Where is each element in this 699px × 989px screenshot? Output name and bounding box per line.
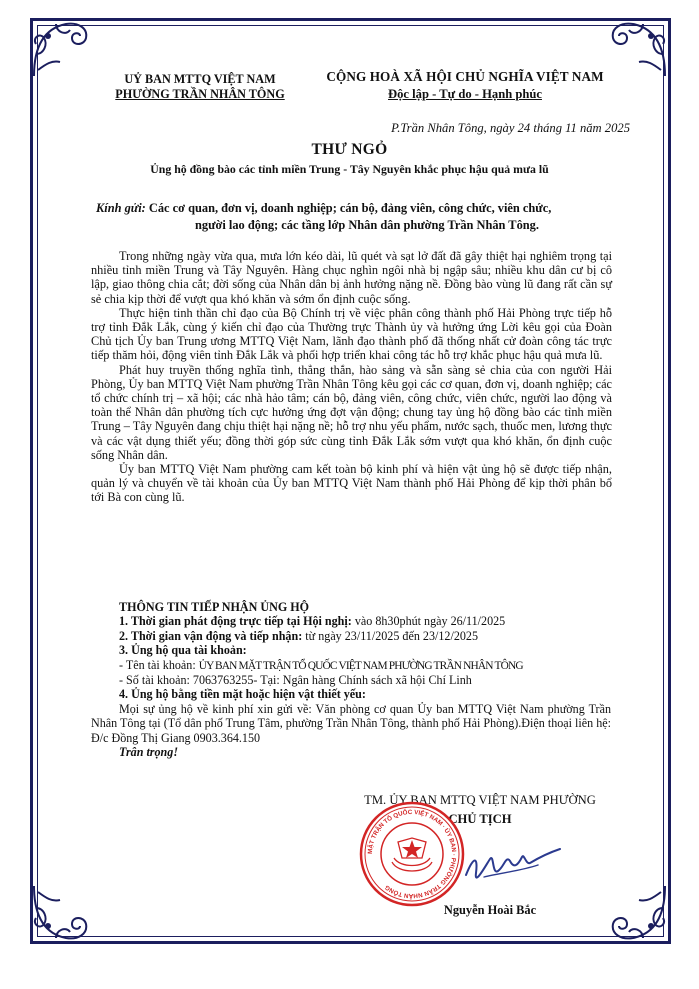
recipient-line-1: Các cơ quan, đơn vị, doanh nghiệp; cán bộ, đảng viên, công chức, viên chức, (148, 201, 552, 215)
account-number: 7063763255- Tại: Ngân hàng Chính sách xã hội Chí Linh (192, 673, 472, 688)
document-subtitle: Ủng hộ đồng bào các tỉnh miền Trung - Tây Nguyên khắc phục hậu quả mưa lũ (150, 162, 549, 176)
info-heading: THÔNG TIN TIẾP NHẬN ỦNG HỘ (119, 600, 310, 614)
info-item-1 (91, 614, 631, 628)
info-item-1-value: vào 8h30phút ngày 26/11/2025 (354, 614, 506, 629)
info-item-1-label: 1. Thời gian phát động trực tiếp tại Hội nghị: (119, 614, 352, 629)
closing-remark: Trân trọng! (119, 745, 179, 760)
org-line-1: UỶ BAN MTTQ VIỆT NAM (124, 72, 276, 86)
motto: Độc lập - Tự do - Hạnh phúc (388, 87, 542, 101)
info-item-2-label: 2. Thời gian vận động và tiếp nhận: (119, 628, 303, 643)
corner-ornament-icon (26, 878, 96, 948)
corner-ornament-icon (26, 14, 96, 84)
signer-name: Nguyễn Hoài Bắc (443, 903, 537, 917)
corner-ornament-icon (603, 878, 673, 948)
account-number-row (91, 673, 631, 687)
recipient-block (96, 200, 636, 234)
info-item-2-value: từ ngày 23/11/2025 đến 23/12/2025 (305, 628, 479, 643)
account-number-label: - Số tài khoản: (119, 673, 190, 688)
info-item-2 (91, 629, 631, 643)
official-seal-icon (358, 800, 466, 908)
recipient-label: Kính gửi: (96, 201, 146, 215)
info-item-3-label: 3. Ủng hộ qua tài khoản: (119, 643, 247, 658)
document-date: P.Trần Nhân Tông, ngày 24 tháng 11 năm 2025 (391, 121, 630, 135)
letter-body (91, 249, 612, 505)
account-name-row (91, 658, 631, 673)
nation-name: CỘNG HOÀ XÃ HỘI CHỦ NGHĨA VIỆT NAM (326, 69, 604, 84)
seal-text: MẶT TRẬN TỔ QUỐC VIỆT NAM · ỦY BAN · PHƯỜNG TRẦN NHÂN TÔNG (366, 808, 458, 900)
body-paragraph: Thực hiện tinh thần chỉ đạo của Bộ Chính trị về việc phân công thành phố Hải Phòng trực tiếp hỗ trợ tỉnh Đắk Lắk, cùng ý kiến chỉ đạo của Thường trực Thành ủy và hưởng ứng Lời kêu gọi của Đoàn Chủ tịch Ủy ban Trung ương MTTQ Việt Nam, lãnh đạo thành phố đã thống nhất cử đoàn công tác trực tiếp thăm hỏi, động viên tỉnh Đắk Lắk và phối hợp triển khai công tác hỗ trợ khắc phục hậu quả mưa lũ. (91, 305, 612, 363)
account-name: ỦY BAN MẶT TRẬN TỔ QUỐC VIỆT NAM PHƯỜNG TRẦN NHÂN TÔNG (198, 659, 523, 672)
recipient-line-2: người lao động; các tầng lớp Nhân dân phường Trần Nhân Tông. (195, 218, 539, 232)
document-title: THƯ NGỎ (311, 141, 388, 158)
handwritten-signature-icon (460, 835, 580, 895)
signature-organization: TM. ỦY BAN MTTQ VIỆT NAM PHƯỜNG (364, 793, 596, 807)
national-motto (300, 68, 630, 102)
signature-role: CHỦ TỊCH (448, 812, 512, 826)
body-paragraph: Ủy ban MTTQ Việt Nam phường cam kết toàn bộ kinh phí và hiện vật ủng hộ sẽ được tiếp nhận, quản lý và chuyển về tài khoản của Ủy ban MTTQ Việt Nam thành phố Hải Phòng để kịp thời phân bổ tới Bà con cùng lũ. (91, 462, 612, 505)
org-line-2: PHƯỜNG TRẦN NHÂN TÔNG (115, 87, 285, 101)
body-paragraph: Trong những ngày vừa qua, mưa lớn kéo dài, lũ quét và sạt lở đất đã gây thiệt hại nghiêm trọng tại nhiều tỉnh miền Trung và Tây Nguyên. Hàng chục nghìn ngôi nhà bị ngập sâu; nhiều khu dân cư bị cô lập, giao thông chia cắt; đời sống của Nhân dân bị ảnh hưởng nặng nề. Đồng bào vùng lũ đang rất cần sự sẻ chia kịp thời để vượt qua khó khăn và sớm ổn định cuộc sống. (91, 249, 612, 306)
info-item-4-label: 4. Ủng hộ bằng tiền mặt hoặc hiện vật thiết yếu: (119, 687, 366, 702)
issuing-organization (90, 72, 310, 102)
body-paragraph: Phát huy truyền thống nghĩa tình, thẳng thắn, hào sảng và sẵn sàng sẻ chia của con người Hải Phòng, Ủy ban MTTQ Việt Nam phường Trần Nhân Tông kêu gọi các cơ quan, đơn vị, doanh nghiệp; các tổ chức chính trị – xã hội; các nhà hảo tâm; cán bộ, đảng viên, công chức, viên chức, người lao động và toàn thể Nhân dân phường tích cực hưởng ứng đợt vận động; chung tay ủng hộ đồng bào các tỉnh miền Trung – Tây Nguyên đang chịu thiệt hại nặng nề; hỗ trợ nhu yếu phẩm, nước sạch, thuốc men, lương thực và các vật dụng thiết yếu; đồng thời góp sức cùng tỉnh Đắk Lắk sớm vượt qua khó khăn, ổn định cuộc sống Nhân dân. (91, 362, 612, 462)
info-item-4-text: Mọi sự ủng hộ về kinh phí xin gửi về: Văn phòng cơ quan Ủy ban MTTQ Việt Nam phường Trần Nhân Tông tại (Tổ dân phố Trung Tâm, phường Trần Nhân Tông, thành phố Hải Phòng).Điện thoại liên hệ: Đ/c Đồng Thị Giang 0903.364.150 (91, 701, 611, 745)
account-name-label: - Tên tài khoản: (119, 657, 196, 672)
donation-info (91, 600, 631, 759)
